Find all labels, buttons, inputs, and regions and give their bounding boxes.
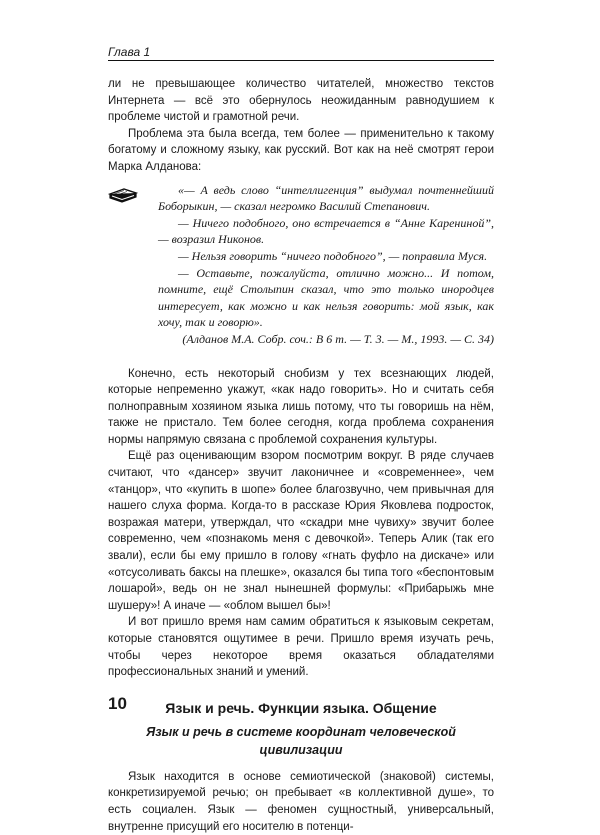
chapter-title: Глава 1 xyxy=(108,45,151,59)
paragraph: И вот пришло время нам самим обратиться к языковым секретам, которые становятся ощутимее в речи. Пришло время изучать речь, чтобы через некоторое время оказаться обладателями профессиональных знаний и умений. xyxy=(108,616,494,679)
paragraph: Конечно, есть некоторый снобизм у тех всезнающих людей, которые непременно укажут, «как надо говорить». Но и считать себя полноправным хозяином языка лишь потому, что ты говоришь на нём, также не пристало. Тем более сегодня, когда проблема сохранения нормы напрямую связана с проблемой сохранения культуры. xyxy=(108,367,494,446)
subsection-heading: Язык и речь в системе координат человеческой цивилизации xyxy=(146,724,456,757)
quote-line: — Оставьте, пожалуйста, отлично можно... И потом, помните, ещё Столыпин сказал, что это только инородцев интересует, как можно и как нельзя говорить: мой язык, как хочу, так и говорю». xyxy=(158,265,494,330)
paragraph: Проблема эта была всегда, тем более — применительно к такому богатому и сложному языку, как русский. Вот как на неё смотрят герои Марка Алданова: xyxy=(108,127,494,173)
paragraph: Ещё раз оценивающим взором посмотрим вокруг. В ряде случаев считают, что «дансер» звучит лаконичнее и «современнее», чем «танцор», что «купить в шопе» более благозвучно, чем привычная для нашего слуха форма. Когда-то в рассказе Юрия Яковлева подросток, возражая матери, утверждал, что «скадри мне чувиху» звучит более современно, чем «познакомь меня с девочкой». Теперь Алик (так его звали), если бы ему пришло в голову «гнать фуфло на дискаче» или «отсусоливать баксы на плешке», оказался бы типа того «беспонтовым лошарой», ведь он не знал нынешней формулы: «Прибарыжь мне шушеру»! А иначе — «облом вышел бы»! xyxy=(108,450,494,612)
quote-line: — Ничего подобного, оно встречается в “Анне Карениной”, — возразил Никонов. xyxy=(158,215,494,247)
page-number: 10 xyxy=(108,694,127,713)
paragraph: ли не превышающее количество читателей, множество текстов Интернета — всё это обернулось неожиданным равнодушием к проблеме чистой и грамотной речи. xyxy=(108,78,494,124)
book-icon xyxy=(108,186,138,204)
paragraph: Язык находится в основе семиотической (знаковой) системы, конкретизируемой речью; он пребывает «в коллективной душе», то есть социален. Язык — феномен сущностный, универсальный, внутренне присущий его носителю в потенци- xyxy=(108,770,494,833)
running-header xyxy=(108,36,494,64)
quote-line: «— А ведь слово “интеллигенция” выдумал почтеннейший Боборыкин, — сказал негромко Василий Степанович. xyxy=(158,182,494,214)
literary-quote xyxy=(108,182,494,348)
header-divider xyxy=(108,60,494,61)
section-heading: Язык и речь. Функции языка. Общение xyxy=(165,699,437,716)
quote-source: (Алданов М.А. Собр. соч.: В 6 т. — Т. 3. — М., 1993. — С. 34) xyxy=(182,331,494,346)
quote-line: — Нельзя говорить “ничего подобного”, — поправила Муся. xyxy=(178,248,488,263)
page-body xyxy=(108,76,494,835)
